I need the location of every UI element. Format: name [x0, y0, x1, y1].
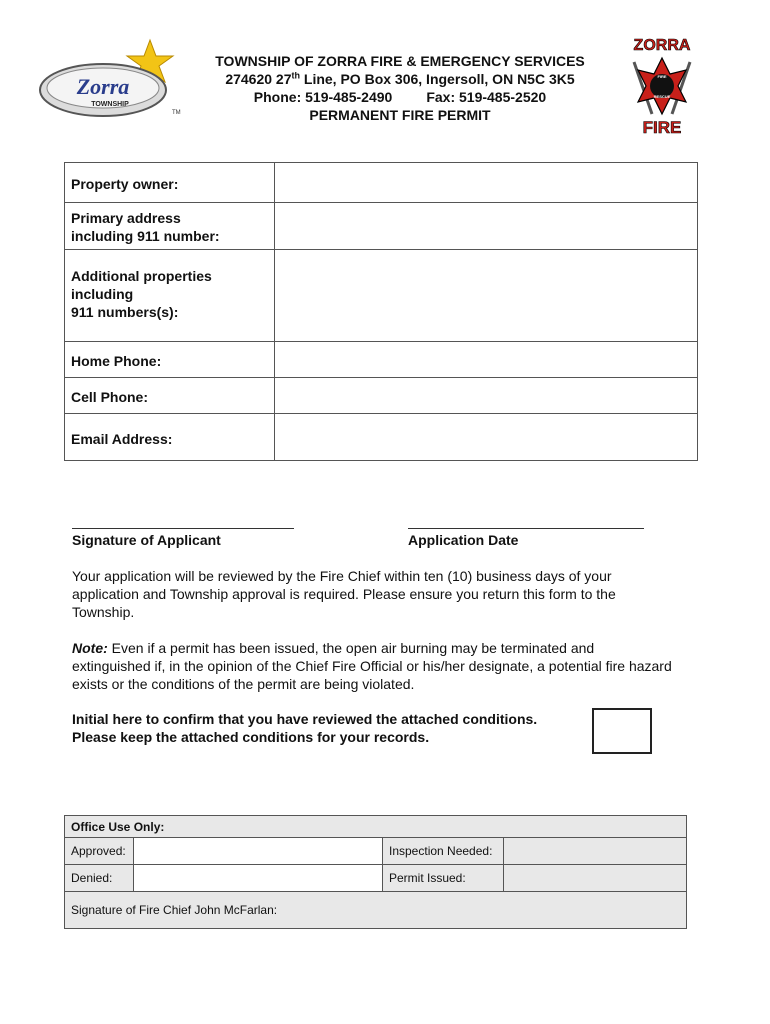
denied-field[interactable] [134, 865, 383, 892]
organization-name: TOWNSHIP OF ZORRA FIRE & EMERGENCY SERVICES [215, 53, 585, 69]
office-use-table [64, 815, 687, 929]
label-line: Primary address [71, 210, 181, 226]
address-part: 274620 27 [225, 71, 292, 87]
fire-logo-top-text: ZORRA [633, 37, 691, 54]
initial-instruction-line: Please keep the attached conditions for your records. [72, 729, 430, 745]
letterhead [190, 52, 610, 124]
home-phone-field[interactable] [275, 342, 698, 378]
address-part: Line, PO Box 306, Ingersoll, ON N5C 3K5 [300, 71, 575, 87]
additional-properties-field[interactable] [275, 250, 698, 342]
label-line: including [71, 286, 134, 302]
document-title: PERMANENT FIRE PERMIT [309, 107, 491, 123]
label-line: 911 numbers(s): [71, 304, 179, 320]
fire-logo-graphic [626, 32, 698, 138]
initial-instruction-line: Initial here to confirm that you have reviewed the attached conditions. [72, 711, 538, 727]
applicant-form-table [64, 162, 698, 461]
approved-field[interactable] [134, 838, 383, 865]
primary-address-label [65, 203, 275, 250]
property-owner-field[interactable] [275, 163, 698, 203]
cell-phone-label: Cell Phone: [65, 378, 275, 414]
zorra-fire-logo [626, 32, 698, 138]
label-line: Additional properties [71, 268, 212, 284]
home-phone-label: Home Phone: [65, 342, 275, 378]
review-paragraph: Your application will be reviewed by the Fire Chief within ten (10) business days of your application and Township approval is required. Please ensure you return this form to the Township. [72, 568, 616, 620]
note-label: Note: [72, 640, 108, 656]
applicant-signature-line[interactable] [72, 528, 294, 529]
additional-properties-label [65, 250, 275, 342]
denied-label: Denied: [65, 865, 134, 892]
zorra-logo-text: Zorra [76, 74, 130, 99]
inspection-needed-label: Inspection Needed: [383, 838, 504, 865]
approved-label: Approved: [65, 838, 134, 865]
fire-logo-bottom-text: FIRE [642, 118, 682, 137]
applicant-signature-label: Signature of Applicant [72, 532, 221, 548]
permit-issued-label: Permit Issued: [383, 865, 504, 892]
application-date-label: Application Date [408, 532, 519, 548]
permit-issued-field[interactable] [504, 865, 687, 892]
badge-top-text: FIRE [657, 74, 667, 79]
trademark-mark: TM [172, 110, 181, 116]
inspection-needed-field[interactable] [504, 838, 687, 865]
organization-address [190, 70, 610, 88]
application-date-line[interactable] [408, 528, 644, 529]
note-paragraph [72, 639, 672, 693]
email-address-label: Email Address: [65, 414, 275, 461]
zorra-township-logo [38, 38, 188, 120]
primary-address-field[interactable] [275, 203, 698, 250]
zorra-logo-graphic [38, 38, 188, 120]
badge-bottom-text: RESCUE [653, 94, 671, 99]
cell-phone-field[interactable] [275, 378, 698, 414]
initials-box[interactable] [592, 708, 652, 754]
initial-instructions [72, 710, 582, 746]
email-address-field[interactable] [275, 414, 698, 461]
phone-number: Phone: 519-485-2490 [253, 89, 393, 105]
note-text: Even if a permit has been issued, the open air burning may be terminated and extinguished if, in the opinion of the Chief Fire Official or his/her designate, a potential fire hazard exists or the conditions of the permit are being violated. [72, 640, 672, 692]
fax-number: Fax: 519-485-2520 [426, 89, 547, 105]
fire-chief-signature-row[interactable]: Signature of Fire Chief John McFarlan: [65, 892, 687, 929]
label-line: including 911 number: [71, 228, 220, 244]
office-use-title: Office Use Only: [65, 816, 687, 838]
property-owner-label: Property owner: [65, 163, 275, 203]
address-superscript: th [291, 70, 301, 81]
township-logo-text: TOWNSHIP [91, 101, 129, 108]
contact-line [190, 88, 610, 106]
